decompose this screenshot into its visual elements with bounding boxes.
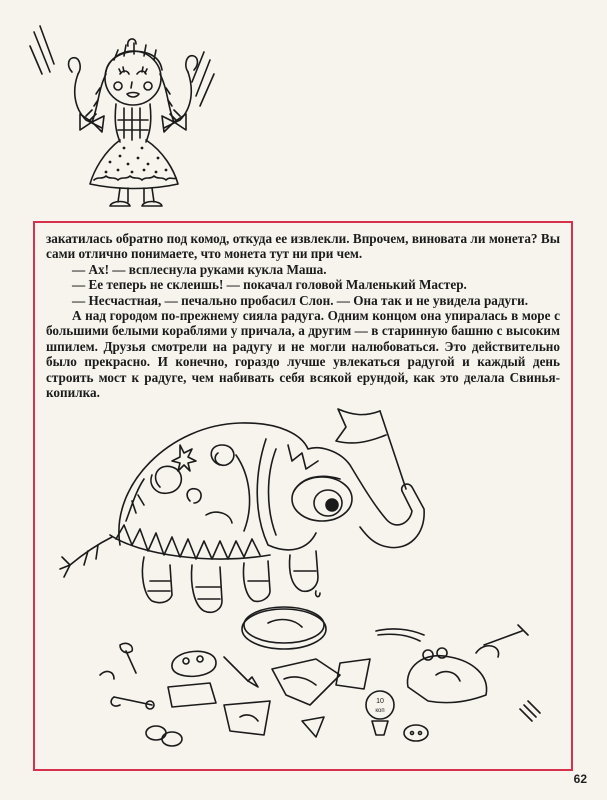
story-paragraph: — Ах! — всплеснула руками кукла Маша. [72, 261, 327, 277]
story-paragraph: — Несчастная, — печально пробасил Слон. — Она так и не увидела радуги. [72, 292, 529, 308]
debris-drawing [100, 607, 540, 746]
page-number: 62 [573, 772, 587, 786]
coin-label-unit: коп [375, 708, 385, 714]
doll-masha-illustration [28, 12, 218, 217]
elephant-drawing [60, 423, 424, 612]
flag-drawing [336, 409, 406, 489]
story-paragraph: — Ее теперь не склеишь! — покачал головой Маленький Мастер. [72, 277, 467, 293]
story-paragraph: А над городом по-прежнему сияла радуга. Одним концом она упиралась в море с большими белыми кораблями у причала, а другим — в старинную башню с высоким шпилем. Друзья смотрели на радугу и не могли налюбоваться. Это действительно было прекрасно. И конечно, гораздо лучше увлекаться радугой и каждый день строить мост к радуге, чем набивать себя всякой ерундой, как это делала Свинья-копилка. [46, 308, 560, 401]
story-paragraph: закатилась обратно под комод, откуда ее извлекли. Впрочем, виновата ли монета? Вы сами отлично понимаете, что монета тут ни при чем. [46, 231, 560, 262]
story-text [46, 231, 560, 400]
elephant-scene-illustration [40, 405, 568, 765]
coin-label-value: 10 [376, 698, 384, 705]
